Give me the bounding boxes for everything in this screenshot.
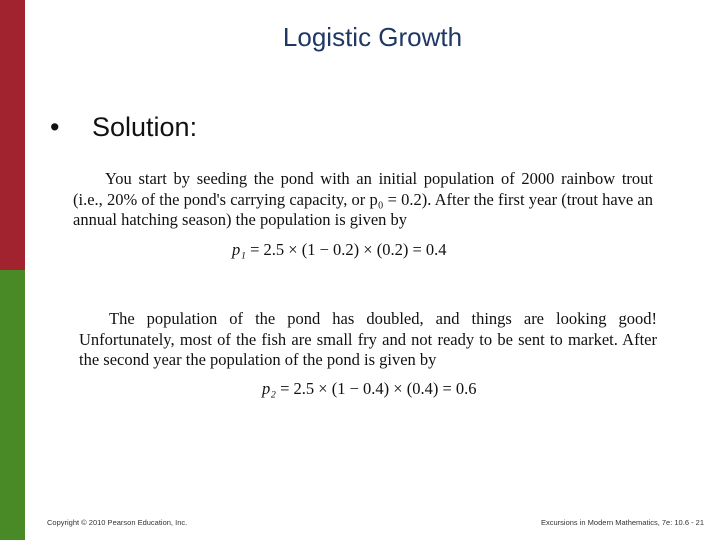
equation-p1 <box>232 240 447 260</box>
paragraph-second-year: The population of the pond has doubled, and things are looking good! Unfortunately, most of the fish are small fry and not ready to be sent to market. After the second year the population of the pond is given by <box>79 309 657 369</box>
sidebar-accent-red <box>0 0 25 270</box>
bullet-dot: • <box>50 112 60 142</box>
equation-p2 <box>262 379 477 399</box>
paragraph-first-year: You start by seeding the pond with an initial population of 2000 rainbow trout (i.e., 20% of the pond's carrying capacity, or p₀ = 0.2). After the first year (trout have an annual hatching season) the population is given by <box>73 169 653 229</box>
footer-copyright: Copyright © 2010 Pearson Education, Inc. <box>47 518 188 527</box>
bullet-label: Solution: <box>92 112 198 142</box>
equation-p1-lhs: p₁ <box>232 240 246 259</box>
bullet-item <box>50 112 197 143</box>
equation-p2-lhs: p₂ <box>262 379 276 398</box>
equation-p2-rhs: = 2.5 × (1 − 0.4) × (0.4) = 0.6 <box>280 379 477 398</box>
footer-page-reference: Excursions in Modern Mathematics, 7e: 10.6 - 21 <box>541 518 704 527</box>
sidebar-accent-green <box>0 270 25 540</box>
equation-p1-rhs: = 2.5 × (1 − 0.2) × (0.2) = 0.4 <box>250 240 447 259</box>
slide-title: Logistic Growth <box>282 22 463 52</box>
